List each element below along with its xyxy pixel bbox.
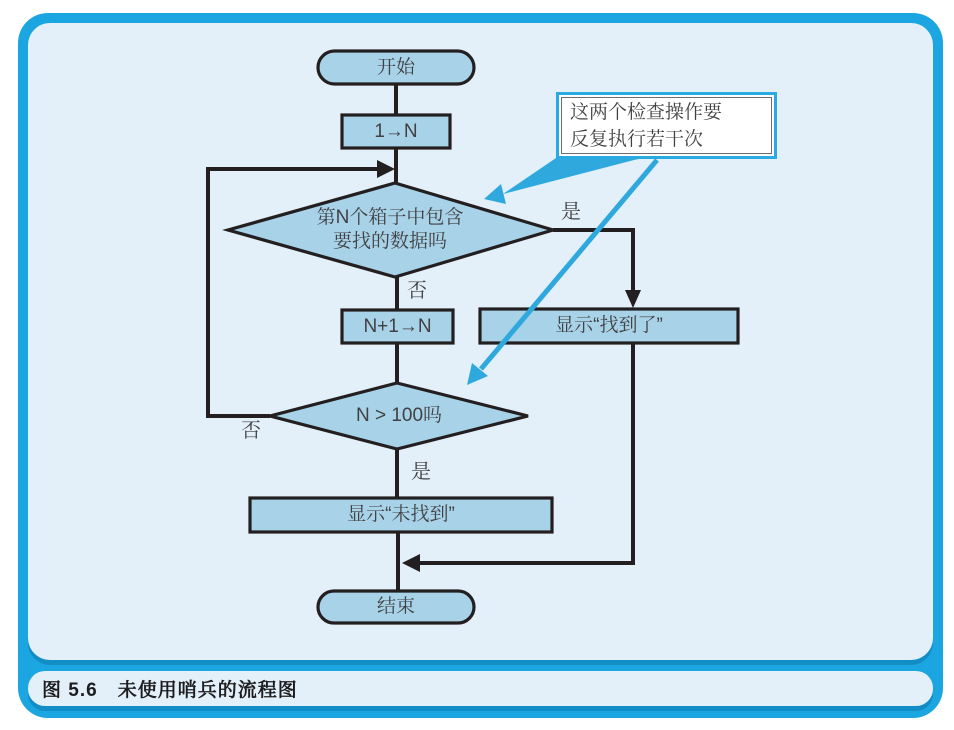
arrowhead-into-join <box>402 554 420 572</box>
callout-arrowhead-decision1 <box>484 184 506 204</box>
notfound-process-label: 显示“未找到” <box>347 504 455 525</box>
annotation-text-line1: 这两个检查操作要 <box>570 101 723 123</box>
start-terminal-label: 开始 <box>376 56 415 78</box>
annotation-box <box>556 92 777 159</box>
end-terminal-label: 结束 <box>376 596 415 617</box>
decision1-label-line1: 第N个箱子中包含 <box>316 207 464 228</box>
decision2-yes-label: 是 <box>411 461 431 483</box>
annotation-text-line2: 反复执行若干次 <box>570 128 704 150</box>
decision1-yes-label: 是 <box>561 201 581 223</box>
decision1-label-line2: 要找的数据吗 <box>332 231 447 252</box>
arrowhead-into-found <box>625 290 641 308</box>
found-process-label: 显示“找到了” <box>555 315 663 336</box>
callout-wedge-to-decision1 <box>503 158 642 194</box>
init-process-label: 1→N <box>374 120 418 142</box>
annotation-inner-border <box>561 97 772 154</box>
figure-caption: 图 5.6 未使用哨兵的流程图 <box>42 680 298 701</box>
caption-bar <box>28 671 933 706</box>
decision1-no-label: 否 <box>407 280 427 302</box>
decision2-label: N > 100吗 <box>355 405 443 426</box>
decision2-no-label: 否 <box>241 420 261 442</box>
increment-process-label: N+1→N <box>363 315 432 337</box>
arrowhead-loop-back <box>377 160 395 178</box>
